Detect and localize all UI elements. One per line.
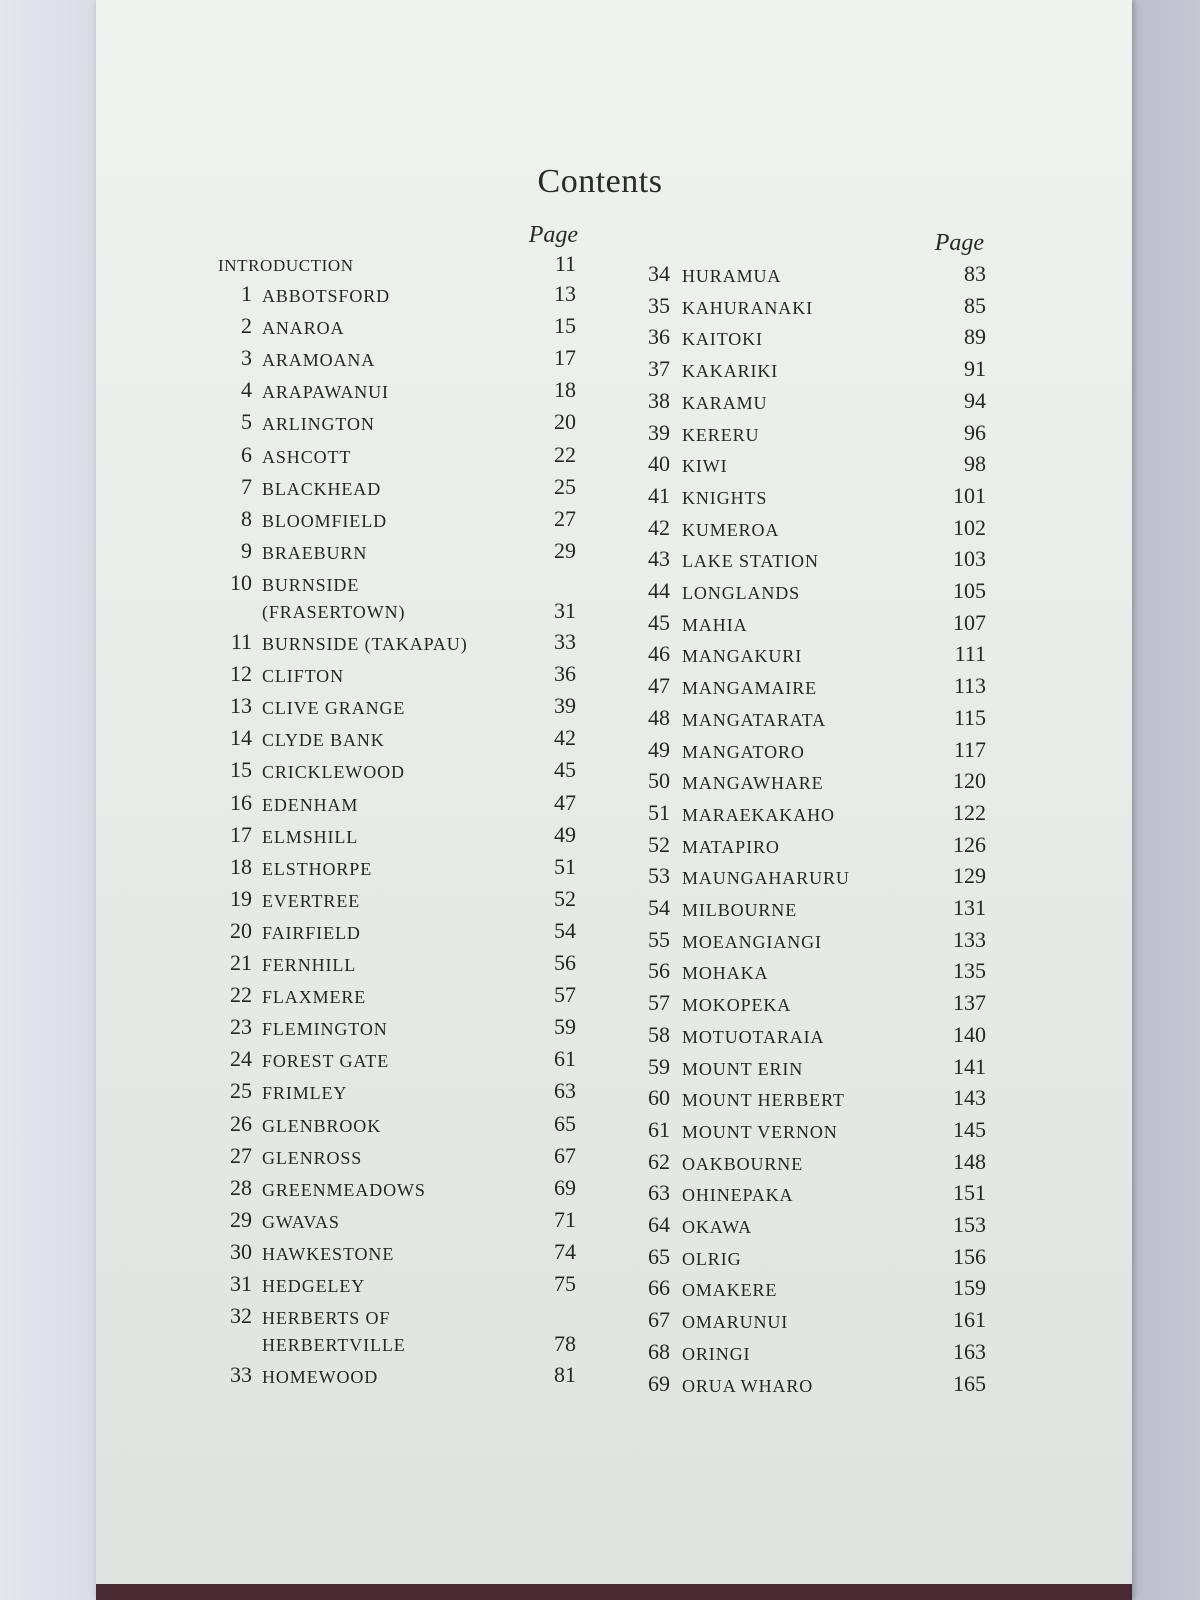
toc-entry [636, 321, 986, 353]
entry-name: GLENBROOK [262, 1115, 382, 1136]
toc-entry [218, 1140, 576, 1172]
entry-name: KAKARIKI [682, 361, 779, 382]
toc-entry [218, 851, 576, 883]
entry-name: ASHCOTT [262, 446, 352, 467]
toc-entry [636, 543, 986, 575]
entry-number: 2 [241, 313, 252, 339]
toc-entry [636, 258, 986, 290]
entry-page-number: 115 [953, 704, 986, 730]
entry-page-number: 161 [953, 1307, 986, 1333]
entry-number: 4 [241, 377, 252, 403]
entry-number: 45 [648, 609, 670, 635]
entry-page-number: 89 [964, 324, 986, 350]
toc-entry [218, 342, 576, 374]
entry-page-number: 31 [554, 597, 576, 623]
entry-name: ANAROA [262, 318, 345, 339]
toc-entry [218, 1172, 576, 1204]
entry-name: HERBERTS OF [262, 1308, 391, 1329]
entry-number: 63 [648, 1180, 670, 1206]
entry-name: ARAPAWANUI [262, 382, 389, 403]
entry-name-continued: HERBERTVILLE [262, 1335, 406, 1356]
contents-list-right [636, 258, 986, 1408]
toc-entry [218, 535, 576, 567]
entry-name: MANGATARATA [682, 709, 827, 730]
entry-name: EVERTREE [262, 890, 361, 911]
entry-page-number: 117 [953, 736, 986, 762]
toc-entry [218, 278, 576, 310]
toc-entry [636, 829, 986, 861]
toc-entry [636, 765, 986, 797]
toc-entry [636, 1272, 986, 1304]
entry-name: OMARUNUI [682, 1312, 789, 1333]
entry-name: OKAWA [682, 1217, 753, 1237]
entry-name: MANGATORO [682, 741, 805, 762]
entry-name: OLRIG [682, 1248, 742, 1269]
entry-page-number: 36 [554, 661, 576, 687]
toc-entry [218, 915, 576, 947]
toc-entry [218, 883, 576, 915]
background-left [0, 0, 100, 1600]
entry-number: 48 [648, 704, 670, 730]
entry-name: MARAEKAKAHO [682, 804, 835, 825]
entry-number: 3 [241, 345, 252, 371]
toc-entry [636, 353, 986, 385]
left-page-column-header: Page [528, 222, 578, 248]
entry-number: 38 [648, 387, 670, 413]
entry-name: BURNSIDE [262, 574, 360, 595]
entry-name: MOUNT ERIN [682, 1058, 804, 1079]
toc-entry [636, 1114, 986, 1146]
entry-page-number: 65 [554, 1110, 576, 1136]
entry-name: MOUNT VERNON [682, 1121, 838, 1142]
entry-name: MOEANGIANGI [682, 931, 822, 952]
entry-page-number: 18 [554, 377, 576, 403]
entry-name: FLEMINGTON [262, 1019, 388, 1040]
entry-number: 22 [230, 982, 252, 1008]
entry-number: 53 [648, 863, 670, 889]
entry-number: 46 [648, 641, 670, 667]
entry-number: 31 [230, 1271, 252, 1296]
toc-entry [218, 1043, 576, 1075]
entry-name: MOUNT HERBERT [682, 1090, 845, 1111]
entry-name: FERNHILL [262, 955, 357, 975]
entry-page-number: 78 [554, 1331, 576, 1357]
entry-number: 32 [230, 1303, 252, 1329]
entry-number: 55 [648, 926, 670, 952]
toc-entry [218, 658, 576, 690]
entry-number: 15 [230, 757, 252, 783]
entry-page-number: 74 [554, 1238, 576, 1264]
entry-number: 17 [230, 821, 252, 847]
toc-entry [218, 626, 576, 658]
entry-number: 7 [241, 473, 252, 499]
entry-number: 28 [230, 1174, 252, 1200]
toc-entry [218, 471, 576, 503]
entry-name: KUMEROA [682, 519, 780, 540]
entry-page-number: 54 [554, 917, 576, 943]
entry-number: 61 [648, 1116, 670, 1142]
entry-name: MATAPIRO [682, 836, 780, 857]
entry-name: MAUNGAHARURU [682, 868, 850, 889]
entry-name: GREENMEADOWS [262, 1179, 426, 1200]
toc-entry [218, 1204, 576, 1236]
entry-number: 59 [648, 1053, 670, 1079]
entry-number: 60 [648, 1085, 670, 1111]
entry-number: 47 [648, 673, 670, 699]
entry-name: INTRODUCTION [218, 256, 354, 275]
entry-number: 40 [648, 451, 670, 477]
toc-entry [636, 670, 986, 702]
entry-number: 30 [230, 1238, 252, 1264]
entry-name: MILBOURNE [682, 900, 798, 920]
entry-number: 21 [230, 950, 252, 975]
entry-page-number: 91 [964, 356, 986, 382]
entry-name: FAIRFIELD [262, 922, 361, 943]
entry-page-number: 85 [964, 292, 986, 318]
entry-page-number: 94 [964, 387, 986, 413]
toc-entry [636, 575, 986, 607]
toc-entry [218, 690, 576, 722]
entry-number: 35 [648, 292, 670, 318]
toc-entry [636, 797, 986, 829]
entry-number: 37 [648, 356, 670, 382]
entry-page-number: 156 [953, 1243, 986, 1269]
entry-page-number: 107 [953, 609, 986, 635]
entry-name: KNIGHTS [682, 487, 768, 508]
toc-entry [636, 1082, 986, 1114]
entry-number: 6 [241, 441, 252, 467]
entry-number: 52 [648, 831, 670, 857]
entry-name: OAKBOURNE [682, 1153, 804, 1174]
entry-page-number: 153 [953, 1212, 986, 1237]
entry-name: CRICKLEWOOD [262, 762, 405, 783]
entry-name: CLYDE BANK [262, 730, 385, 751]
entry-page-number: 33 [554, 629, 576, 654]
entry-page-number: 63 [554, 1078, 576, 1104]
entry-page-number: 61 [554, 1046, 576, 1072]
entry-number: 19 [230, 885, 252, 911]
entry-page-number: 59 [554, 1014, 576, 1040]
entry-page-number: 105 [953, 578, 986, 603]
entry-page-number: 49 [554, 821, 576, 847]
entry-name: OHINEPAKA [682, 1185, 794, 1206]
entry-page-number: 11 [554, 251, 576, 276]
entry-number: 33 [230, 1362, 252, 1388]
entry-name: ABBOTSFORD [262, 286, 391, 306]
toc-entry [218, 947, 576, 979]
entry-page-number: 17 [554, 345, 576, 371]
entry-page-number: 25 [554, 473, 576, 499]
toc-entry [636, 987, 986, 1019]
entry-page-number: 15 [554, 313, 576, 339]
toc-entry [636, 1368, 986, 1400]
toc-entry [636, 290, 986, 322]
entry-page-number: 56 [554, 950, 576, 975]
entry-number: 39 [648, 419, 670, 445]
entry-number: 20 [230, 917, 252, 943]
entry-number: 43 [648, 546, 670, 572]
entry-name: ELSTHORPE [262, 858, 373, 879]
entry-number: 8 [241, 505, 252, 531]
toc-entry [636, 638, 986, 670]
entry-name: ARAMOANA [262, 350, 376, 371]
entry-page-number: 165 [953, 1370, 986, 1396]
entry-page-number: 101 [953, 482, 986, 508]
entry-number: 18 [230, 853, 252, 879]
toc-entry [636, 607, 986, 639]
contents-list-left [218, 248, 576, 1418]
entry-name: MOKOPEKA [682, 995, 792, 1016]
entry-number: 44 [648, 578, 670, 603]
toc-entry [636, 1304, 986, 1336]
entry-number: 12 [230, 661, 252, 687]
toc-entry [218, 567, 576, 629]
entry-number: 54 [648, 895, 670, 920]
entry-page-number: 140 [953, 1021, 986, 1047]
entry-page-number: 96 [964, 419, 986, 445]
entry-name: KAITOKI [682, 329, 763, 350]
entry-number: 67 [648, 1307, 670, 1333]
entry-number: 66 [648, 1275, 670, 1301]
entry-page-number: 159 [953, 1275, 986, 1301]
entry-name: KIWI [682, 456, 728, 477]
toc-entry [636, 1241, 986, 1273]
entry-name: HEDGELEY [262, 1276, 366, 1296]
entry-number: 57 [648, 990, 670, 1016]
entry-page-number: 81 [554, 1362, 576, 1388]
entry-page-number: 98 [964, 451, 986, 477]
toc-entry [636, 417, 986, 449]
entry-number: 65 [648, 1243, 670, 1269]
entry-page-number: 131 [953, 895, 986, 920]
toc-entry [218, 1359, 576, 1391]
entry-name: MANGAMAIRE [682, 678, 817, 699]
entry-page-number: 75 [554, 1271, 576, 1296]
entry-number: 9 [241, 537, 252, 563]
book-cover-edge [96, 1584, 1132, 1600]
entry-page-number: 47 [554, 789, 576, 815]
entry-name: FLAXMERE [262, 987, 367, 1008]
entry-name: LAKE STATION [682, 551, 819, 572]
entry-name: HURAMUA [682, 266, 782, 286]
entry-name: BURNSIDE (TAKAPAU) [262, 634, 468, 654]
entry-name: HOMEWOOD [262, 1367, 379, 1388]
entry-page-number: 13 [554, 281, 576, 306]
toc-entry [218, 1075, 576, 1107]
entry-name: KAHURANAKI [682, 297, 813, 318]
entry-page-number: 148 [953, 1148, 986, 1174]
entry-page-number: 113 [953, 673, 986, 699]
entry-page-number: 45 [554, 757, 576, 783]
toc-entry [218, 406, 576, 438]
entry-number: 51 [648, 799, 670, 825]
entry-page-number: 143 [953, 1085, 986, 1111]
entry-page-number: 111 [954, 641, 986, 667]
entry-page-number: 103 [953, 546, 986, 572]
entry-name: MAHIA [682, 614, 748, 635]
toc-entry [636, 480, 986, 512]
entry-number: 58 [648, 1021, 670, 1047]
entry-page-number: 122 [953, 799, 986, 825]
entry-number: 13 [230, 693, 252, 719]
entry-number: 36 [648, 324, 670, 350]
toc-entry [636, 1019, 986, 1051]
entry-number: 69 [648, 1370, 670, 1396]
entry-name: HAWKESTONE [262, 1243, 395, 1264]
entry-number: 42 [648, 514, 670, 540]
entry-name: BRAEBURN [262, 542, 368, 563]
toc-entry [636, 385, 986, 417]
toc-entry [218, 310, 576, 342]
background-right [1120, 0, 1200, 1600]
entry-page-number: 133 [953, 926, 986, 952]
entry-number: 64 [648, 1212, 670, 1237]
toc-entry [218, 979, 576, 1011]
entry-name: ORUA WHARO [682, 1375, 814, 1396]
entry-number: 1 [241, 281, 252, 306]
toc-entry [218, 722, 576, 754]
entry-name: ELMSHILL [262, 826, 359, 847]
entry-name: ARLINGTON [262, 414, 375, 435]
entry-number: 14 [230, 725, 252, 751]
entry-page-number: 71 [554, 1206, 576, 1232]
toc-entry [636, 1146, 986, 1178]
toc-entry [218, 819, 576, 851]
entry-page-number: 163 [953, 1338, 986, 1364]
right-page-column-header: Page [934, 230, 984, 256]
toc-entry [636, 860, 986, 892]
entry-number: 16 [230, 789, 252, 815]
toc-entry [218, 439, 576, 471]
entry-name: FRIMLEY [262, 1083, 348, 1104]
entry-page-number: 141 [953, 1053, 986, 1079]
toc-entry [636, 734, 986, 766]
entry-page-number: 67 [554, 1142, 576, 1168]
toc-entry [636, 892, 986, 924]
entry-name: CLIFTON [262, 666, 344, 687]
toc-entry [218, 1011, 576, 1043]
entry-name: MOHAKA [682, 963, 769, 984]
toc-entry [636, 512, 986, 544]
toc-entry [636, 1209, 986, 1241]
entry-name: GLENROSS [262, 1147, 363, 1168]
entry-page-number: 20 [554, 409, 576, 435]
entry-number: 11 [230, 629, 252, 654]
entry-page-number: 120 [953, 768, 986, 794]
entry-page-number: 126 [953, 831, 986, 857]
entry-number: 23 [230, 1014, 252, 1040]
entry-name: CLIVE GRANGE [262, 698, 406, 719]
toc-entry [636, 1177, 986, 1209]
entry-page-number: 83 [964, 261, 986, 286]
entry-name: KERERU [682, 424, 760, 445]
entry-number: 34 [648, 261, 670, 286]
toc-entry [218, 754, 576, 786]
entry-name: BLOOMFIELD [262, 510, 387, 531]
entry-page-number: 42 [554, 725, 576, 751]
entry-name: EDENHAM [262, 794, 359, 815]
entry-name: GWAVAS [262, 1211, 340, 1232]
entry-page-number: 145 [953, 1116, 986, 1142]
toc-entry [218, 503, 576, 535]
entry-page-number: 52 [554, 885, 576, 911]
page-title: Contents [537, 163, 663, 200]
entry-number: 49 [648, 736, 670, 762]
toc-entry [218, 1108, 576, 1140]
toc-entry [636, 702, 986, 734]
entry-page-number: 57 [554, 982, 576, 1008]
entry-page-number: 29 [554, 537, 576, 563]
entry-name: ORINGI [682, 1343, 751, 1364]
entry-page-number: 39 [554, 693, 576, 719]
entry-page-number: 102 [953, 514, 986, 540]
entry-number: 24 [230, 1046, 252, 1072]
entry-name: MOTUOTARAIA [682, 1026, 825, 1047]
entry-page-number: 22 [554, 441, 576, 467]
entry-number: 25 [230, 1078, 252, 1104]
entry-number: 27 [230, 1142, 252, 1168]
toc-entry [636, 1336, 986, 1368]
entry-number: 50 [648, 768, 670, 794]
entry-name: MANGAWHARE [682, 773, 824, 794]
toc-entry [218, 1268, 576, 1300]
entry-name: MANGAKURI [682, 646, 803, 667]
entry-number: 5 [241, 409, 252, 435]
entry-number: 41 [648, 482, 670, 508]
entry-number: 26 [230, 1110, 252, 1136]
entry-page-number: 27 [554, 505, 576, 531]
entry-number: 29 [230, 1206, 252, 1232]
entry-name: BLACKHEAD [262, 478, 382, 499]
toc-entry [218, 374, 576, 406]
entry-page-number: 69 [554, 1174, 576, 1200]
entry-name: LONGLANDS [682, 583, 801, 603]
entry-number: 62 [648, 1148, 670, 1174]
entry-number: 56 [648, 958, 670, 984]
entry-page-number: 151 [953, 1180, 986, 1206]
entry-number: 68 [648, 1338, 670, 1364]
introduction-entry [218, 248, 576, 280]
toc-entry [636, 924, 986, 956]
entry-name: FOREST GATE [262, 1051, 390, 1072]
entry-page-number: 137 [953, 990, 986, 1016]
toc-entry [636, 955, 986, 987]
entry-name-continued: (FRASERTOWN) [262, 601, 406, 622]
entry-page-number: 129 [953, 863, 986, 889]
entry-name: OMAKERE [682, 1280, 778, 1301]
toc-entry [636, 448, 986, 480]
entry-number: 10 [230, 569, 252, 595]
toc-entry [218, 787, 576, 819]
entry-page-number: 135 [953, 958, 986, 984]
toc-entry [636, 1051, 986, 1083]
toc-entry [218, 1236, 576, 1268]
entry-name: KARAMU [682, 392, 768, 413]
toc-entry [218, 1300, 576, 1362]
entry-page-number: 51 [554, 853, 576, 879]
